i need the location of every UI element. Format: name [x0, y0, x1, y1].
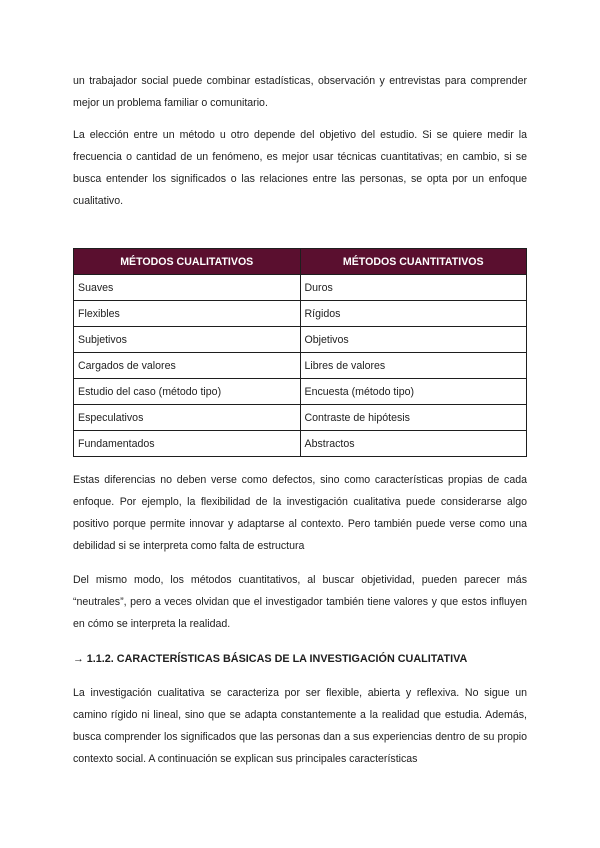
cell-quantitative: Duros	[300, 275, 527, 301]
cell-qualitative: Fundamentados	[74, 431, 301, 457]
paragraph-differences: Estas diferencias no deben verse como defectos, sino como características propias de cada enfoque. Por ejemplo, la flexibilidad de la investigación cualitativa puede considerarse algo positivo porque permite innovar y adaptarse al contexto. Pero también puede verse como una debilidad si se interpreta como falta de estructura	[73, 474, 527, 552]
cell-qualitative: Suaves	[74, 275, 301, 301]
header-quantitative: MÉTODOS CUANTITATIVOS	[300, 249, 527, 275]
table-row	[74, 405, 527, 431]
header-qualitative: MÉTODOS CUALITATIVOS	[74, 249, 301, 275]
table-row	[74, 353, 527, 379]
paragraph-intro-continuation: un trabajador social puede combinar estadísticas, observación y entrevistas para comprender mejor un problema familiar o comunitario.	[73, 75, 527, 109]
cell-quantitative: Encuesta (método tipo)	[300, 379, 527, 405]
paragraph-quantitative-note: Del mismo modo, los métodos cuantitativos, al buscar objetividad, pueden parecer más “neutrales”, pero a veces olvidan que el investigador también tiene valores y que estos influyen en cómo se interpreta la realidad.	[73, 574, 527, 630]
table-row	[74, 327, 527, 353]
cell-qualitative: Subjetivos	[74, 327, 301, 353]
table-row	[74, 379, 527, 405]
cell-qualitative: Cargados de valores	[74, 353, 301, 379]
table-row	[74, 301, 527, 327]
table-row	[74, 431, 527, 457]
cell-qualitative: Especulativos	[74, 405, 301, 431]
methods-comparison-table	[73, 248, 527, 457]
document-page	[73, 70, 527, 770]
cell-quantitative: Objetivos	[300, 327, 527, 353]
table-row	[74, 275, 527, 301]
cell-quantitative: Contraste de hipótesis	[300, 405, 527, 431]
section-heading: → 1.1.2. CARACTERÍSTICAS BÁSICAS DE LA INVESTIGACIÓN CUALITATIVA	[73, 653, 468, 665]
cell-quantitative: Rígidos	[300, 301, 527, 327]
cell-qualitative: Estudio del caso (método tipo)	[74, 379, 301, 405]
table-header-row	[74, 249, 527, 275]
cell-quantitative: Abstractos	[300, 431, 527, 457]
paragraph-method-choice: La elección entre un método u otro depende del objetivo del estudio. Si se quiere medir la frecuencia o cantidad de un fenómeno, es mejor usar técnicas cuantitativas; en cambio, si se busca entender los significados o las relaciones entre las personas, se opta por un enfoque cualitativo.	[73, 129, 527, 207]
paragraph-qualitative-intro: La investigación cualitativa se caracteriza por ser flexible, abierta y reflexiva. No sigue un camino rígido ni lineal, sino que se adapta constantemente a la realidad que estudia. Además, busca comprender los significados que las personas dan a sus experiencias dentro de su propio contexto social. A continuación se explican sus principales características	[73, 687, 527, 765]
cell-quantitative: Libres de valores	[300, 353, 527, 379]
cell-qualitative: Flexibles	[74, 301, 301, 327]
